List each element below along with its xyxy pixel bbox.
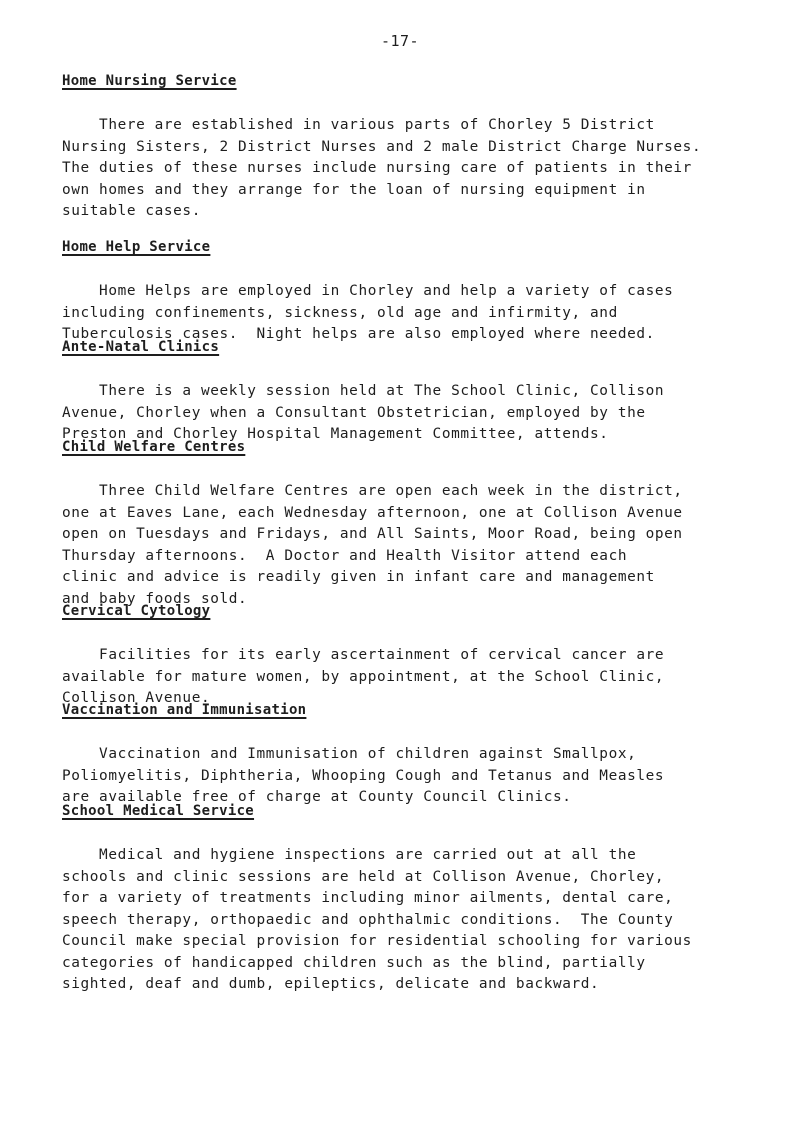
paragraph-line: Council make special provision for residential schooling for various <box>62 933 692 949</box>
section-heading: School Medical Service <box>62 803 255 819</box>
paragraph-line: sighted, deaf and dumb, epileptics, delicate and backward. <box>62 976 600 992</box>
section-paragraph <box>62 744 762 809</box>
paragraph-line: suitable cases. <box>62 203 201 219</box>
section-vaccination <box>62 699 762 809</box>
paragraph-line: Collison Avenue. <box>62 690 211 706</box>
section-paragraph <box>62 115 762 223</box>
paragraph-line: including confinements, sickness, old age and infirmity, and <box>62 304 618 321</box>
paragraph-line: for a variety of treatments including minor ailments, dental care, <box>62 890 674 906</box>
paragraph-line: categories of handicapped children such as the blind, partially <box>62 954 646 971</box>
section-heading: Child Welfare Centres <box>62 439 246 455</box>
section-heading: Home Nursing Service <box>62 73 237 89</box>
paragraph-line: clinic and advice is readily given in infant care and management <box>62 569 655 585</box>
paragraph-line: Thursday afternoons. A Doctor and Health Visitor attend each <box>62 547 628 564</box>
paragraph-line: speech therapy, orthopaedic and ophthalmic conditions. The County <box>62 911 674 928</box>
paragraph-line: Poliomyelitis, Diphtheria, Whooping Cough and Tetanus and Measles <box>62 767 665 784</box>
section-paragraph <box>62 845 762 996</box>
paragraph-line: The duties of these nurses include nursing care of patients in their <box>62 160 692 176</box>
paragraph-line: Medical and hygiene inspections are carried out at all the <box>62 847 637 863</box>
section-heading: Vaccination and Immunisation <box>62 702 307 718</box>
paragraph-line: open on Tuesdays and Fridays, and All Saints, Moor Road, being open <box>62 526 683 542</box>
paragraph-line: There is a weekly session held at The School Clinic, Collison <box>62 383 665 399</box>
paragraph-line: Nursing Sisters, 2 District Nurses and 2 male District Charge Nurses. <box>62 138 702 155</box>
paragraph-line: Avenue, Chorley when a Consultant Obstetrician, employed by the <box>62 404 646 421</box>
paragraph-line: Preston and Chorley Hospital Management Committee, attends. <box>62 426 609 442</box>
paragraph-line: Tuberculosis cases. Night helps are also employed where needed. <box>62 326 655 342</box>
section-home-nursing <box>62 70 762 223</box>
paragraph-line: available for mature women, by appointment, at the School Clinic, <box>62 668 665 685</box>
section-child-welfare <box>62 436 762 610</box>
paragraph-line: Three Child Welfare Centres are open each week in the district, <box>62 483 683 499</box>
section-heading: Home Help Service <box>62 239 211 255</box>
paragraph-line: Facilities for its early ascertainment of cervical cancer are <box>62 647 665 663</box>
paragraph-line: are available free of charge at County Council Clinics. <box>62 789 572 805</box>
section-ante-natal <box>62 336 762 446</box>
paragraph-line: and baby foods sold. <box>62 590 248 607</box>
paragraph-line: schools and clinic sessions are held at Collison Avenue, Chorley, <box>62 868 665 885</box>
section-school-medical <box>62 800 762 996</box>
paragraph-line: own homes and they arrange for the loan of nursing equipment in <box>62 181 646 198</box>
section-cervical-cytology <box>62 600 762 710</box>
paragraph-line: one at Eaves Lane, each Wednesday afternoon, one at Collison Avenue <box>62 504 683 521</box>
paragraph-line: Home Helps are employed in Chorley and help a variety of cases <box>62 283 674 299</box>
paragraph-line: There are established in various parts of Chorley 5 District <box>62 117 655 133</box>
section-home-help <box>62 236 762 346</box>
section-paragraph <box>62 481 762 610</box>
section-heading: Ante-Natal Clinics <box>62 339 220 355</box>
page-number: -17- <box>380 32 420 50</box>
paragraph-line: Vaccination and Immunisation of children against Smallpox, <box>62 746 637 762</box>
section-heading: Cervical Cytology <box>62 603 211 619</box>
